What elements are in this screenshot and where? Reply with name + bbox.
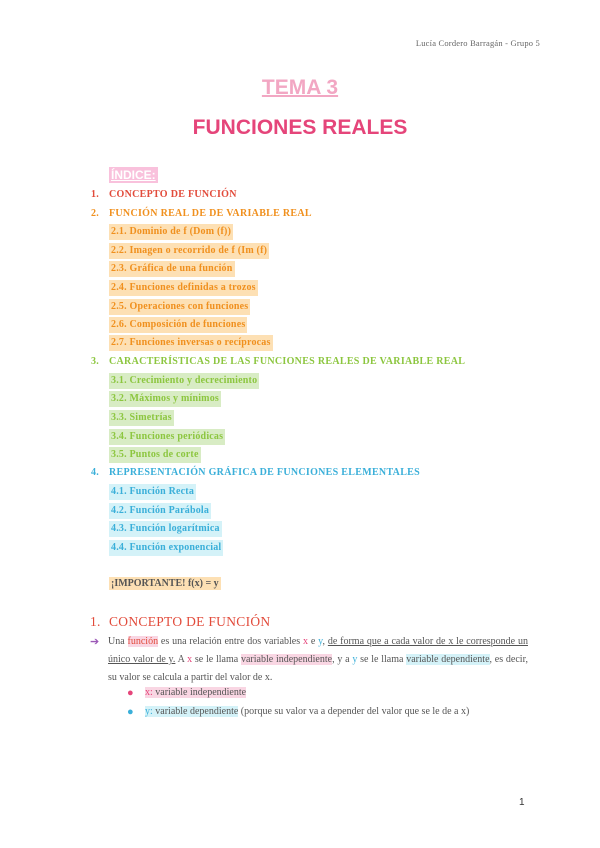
toc-sub-4-3: 4.3. Función logarítmica xyxy=(109,521,222,537)
var-x: x xyxy=(302,636,308,647)
toc-sub-2-7: 2.7. Funciones inversas o recíprocas xyxy=(109,335,273,351)
bullet-dot-icon: ● xyxy=(127,706,134,718)
highlight-dependent: variable dependiente xyxy=(406,654,490,665)
text: A xyxy=(175,654,188,665)
topic-number-title: TEMA 3 xyxy=(261,76,339,99)
toc-sub-2-5: 2.5. Operaciones con funciones xyxy=(109,299,250,315)
toc-section-3 xyxy=(91,355,465,369)
section-number: 1. xyxy=(90,614,101,629)
toc-section-number: 4. xyxy=(91,467,100,478)
toc-sub-2-2: 2.2. Imagen o recorrido de f (Im (f) xyxy=(109,243,269,259)
toc-section-4 xyxy=(91,466,420,480)
toc-section-label: CONCEPTO DE FUNCIÓN xyxy=(109,189,237,200)
text: , es decir, su valor se calcula a partir del valor de x. xyxy=(108,654,529,683)
text: se le llama xyxy=(192,654,241,665)
text: se le llama xyxy=(357,654,407,665)
toc-sub-2-6: 2.6. Composición de funciones xyxy=(109,317,247,333)
bullet-definition: variable dependiente xyxy=(152,706,239,717)
bullet-label: x: xyxy=(145,687,153,698)
var-x: x xyxy=(187,654,193,665)
toc-sub-4-2: 4.2. Función Parábola xyxy=(109,503,211,519)
toc-sub-3-5: 3.5. Puntos de corte xyxy=(109,447,201,463)
index-title: ÍNDICE: xyxy=(111,168,156,182)
important-note: ¡IMPORTANTE! f(x) = y xyxy=(111,578,219,589)
text: e xyxy=(307,636,319,647)
text: Una xyxy=(108,636,128,647)
bullet-definition: variable independiente xyxy=(152,687,247,698)
toc-section-1 xyxy=(91,188,237,202)
toc-section-2 xyxy=(91,207,312,221)
topic-title: FUNCIONES REALES xyxy=(192,116,408,139)
definition-paragraph xyxy=(90,633,528,687)
toc-sub-2-3: 2.3. Gráfica de una función xyxy=(109,261,235,277)
toc-sub-3-4: 3.4. Funciones periódicas xyxy=(109,429,225,445)
toc-section-label: FUNCIÓN REAL DE DE VARIABLE REAL xyxy=(109,208,312,219)
section-title: CONCEPTO DE FUNCIÓN xyxy=(109,614,271,629)
toc-sub-4-1: 4.1. Función Recta xyxy=(109,484,196,500)
toc-sub-3-2: 3.2. Máximos y mínimos xyxy=(109,391,221,407)
highlight-funcion: función xyxy=(127,636,159,647)
toc-section-number: 1. xyxy=(91,189,100,200)
toc-sub-3-1: 3.1. Crecimiento y decrecimiento xyxy=(109,373,259,389)
toc-section-label: CARACTERÍSTICAS DE LAS FUNCIONES REALES DE VARIABLE REAL xyxy=(109,356,466,367)
bullet-label: y: xyxy=(145,706,153,717)
arrow-right-icon: ➔ xyxy=(90,636,100,648)
toc-section-number: 3. xyxy=(91,356,100,367)
bullet-dot-icon: ● xyxy=(127,687,134,699)
bullet-rest: (porque su valor va a depender del valor que se le de a x) xyxy=(238,706,470,717)
text: , xyxy=(322,636,328,647)
page-header: Lucía Cordero Barragán - Grupo 5 xyxy=(415,38,540,48)
underlined-definition: de forma que a cada valor de x le corresponde un único valor de y. xyxy=(108,636,528,665)
text: , y a xyxy=(332,654,353,665)
toc-section-number: 2. xyxy=(91,208,100,219)
page-number: 1 xyxy=(519,797,525,808)
bullet-x xyxy=(127,687,247,699)
bullet-y xyxy=(127,706,470,718)
toc-section-label: REPRESENTACIÓN GRÁFICA DE FUNCIONES ELEMENTALES xyxy=(109,467,420,478)
highlight-independent: variable independiente xyxy=(240,654,333,665)
toc-sub-2-1: 2.1. Dominio de f (Dom (f)) xyxy=(109,224,233,240)
var-y: y xyxy=(318,636,323,647)
toc-sub-2-4: 2.4. Funciones definidas a trozos xyxy=(109,280,258,296)
section-heading xyxy=(90,614,270,630)
toc-sub-3-3: 3.3. Simetrías xyxy=(109,410,174,426)
toc-sub-4-4: 4.4. Función exponencial xyxy=(109,540,223,556)
var-y: y xyxy=(352,654,358,665)
text: es una relación entre dos variables xyxy=(158,636,303,647)
